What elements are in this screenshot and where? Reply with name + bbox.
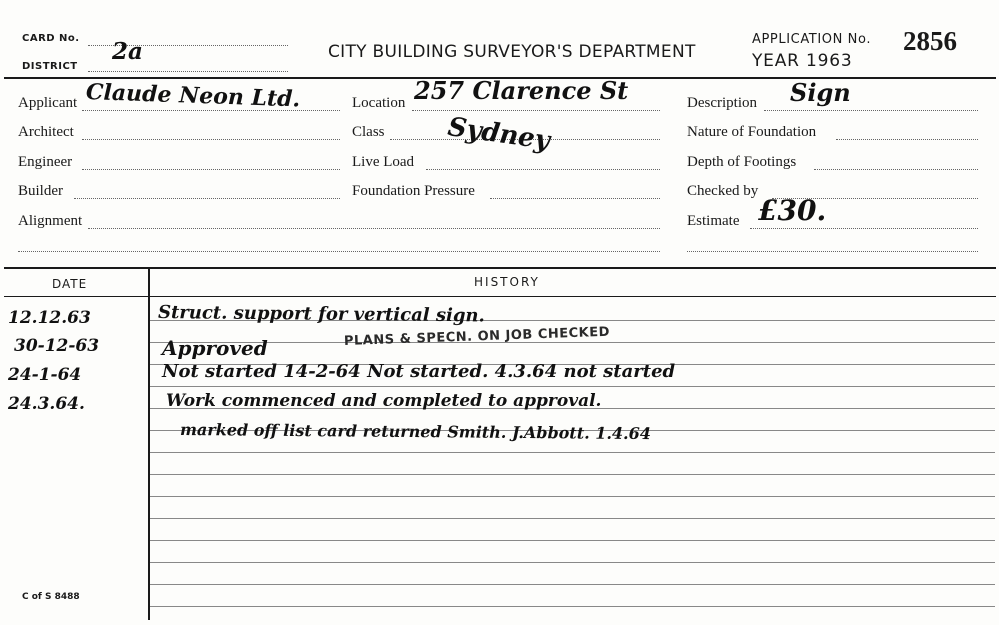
ruled-line — [150, 518, 995, 519]
ruled-line — [150, 562, 995, 563]
ruled-line — [150, 540, 995, 541]
history-date-2: 30-12-63 — [14, 336, 100, 356]
applicant-line — [82, 110, 340, 111]
live-load-label: Live Load — [352, 154, 415, 170]
builder-label: Builder — [18, 183, 63, 199]
history-date-4: 24.3.64. — [8, 394, 85, 414]
ruled-line — [150, 452, 995, 453]
nature-of-foundation-line — [836, 139, 978, 140]
builder-line — [74, 198, 340, 199]
history-entry-1: Struct. support for vertical sign. — [157, 302, 485, 327]
ruled-line — [150, 584, 995, 585]
alignment-label: Alignment — [18, 213, 83, 229]
applicant-value: Claude Neon Ltd. — [85, 79, 301, 113]
applicant-label: Applicant — [18, 95, 78, 111]
department-title: CITY BUILDING SURVEYOR'S DEPARTMENT — [328, 42, 696, 62]
checked-by-label: Checked by — [687, 183, 759, 199]
engineer-line — [82, 169, 340, 170]
architect-line — [82, 139, 340, 140]
nature-of-foundation-label: Nature of Foundation — [687, 124, 817, 140]
estimate-value: £30. — [758, 194, 827, 227]
ruled-line — [150, 342, 995, 343]
year-label: YEAR 1963 — [752, 51, 853, 71]
depth-of-footings-line — [814, 169, 978, 170]
history-date-3: 24-1-64 — [8, 365, 82, 385]
ruled-line — [150, 386, 995, 387]
location-line — [412, 110, 660, 111]
location-value: 257 Clarence St — [414, 76, 629, 105]
description-value: Sign — [790, 78, 851, 107]
foundation-pressure-label: Foundation Pressure — [352, 183, 475, 199]
history-top-rule — [4, 267, 996, 269]
estimate-line — [750, 228, 978, 229]
date-column-header: DATE — [52, 277, 88, 291]
depth-of-footings-label: Depth of Footings — [687, 154, 797, 170]
card-no-label: CARD No. — [22, 33, 80, 44]
history-column-header: HISTORY — [474, 275, 540, 289]
ruled-line — [150, 496, 995, 497]
form-number: C of S 8488 — [22, 592, 80, 602]
history-entry-2: Approved — [162, 336, 268, 360]
application-number: 2856 — [903, 26, 957, 56]
estimate-label: Estimate — [687, 213, 740, 229]
history-entry-5: marked off list card returned Smith. J.Abbott. 1.4.64 — [179, 420, 652, 444]
description-label: Description — [687, 95, 757, 111]
district-label: DISTRICT — [22, 61, 78, 72]
district-line — [88, 71, 288, 72]
alignment-line — [88, 228, 660, 229]
class-label: Class — [352, 124, 385, 140]
district-value: 2a — [112, 38, 143, 65]
ruled-line — [150, 606, 995, 607]
location-value-2: Sydney — [445, 112, 552, 157]
approval-stamp: PLANS & SPECN. ON JOB CHECKED — [343, 324, 611, 349]
history-date-1: 12.12.63 — [8, 308, 91, 328]
location-label: Location — [352, 95, 406, 111]
architect-label: Architect — [18, 124, 74, 140]
foundation-pressure-line — [490, 198, 660, 199]
estimate-line-2 — [687, 251, 978, 252]
engineer-label: Engineer — [18, 154, 73, 170]
ruled-line — [150, 474, 995, 475]
live-load-line — [426, 169, 660, 170]
history-header-rule — [4, 296, 996, 297]
history-entry-4: Work commenced and completed to approval. — [166, 391, 602, 411]
description-line — [764, 110, 978, 111]
alignment-line-2 — [18, 251, 660, 252]
application-label: APPLICATION No. — [752, 32, 872, 47]
history-entry-3: Not started 14-2-64 Not started. 4.3.64 not started — [162, 361, 676, 382]
